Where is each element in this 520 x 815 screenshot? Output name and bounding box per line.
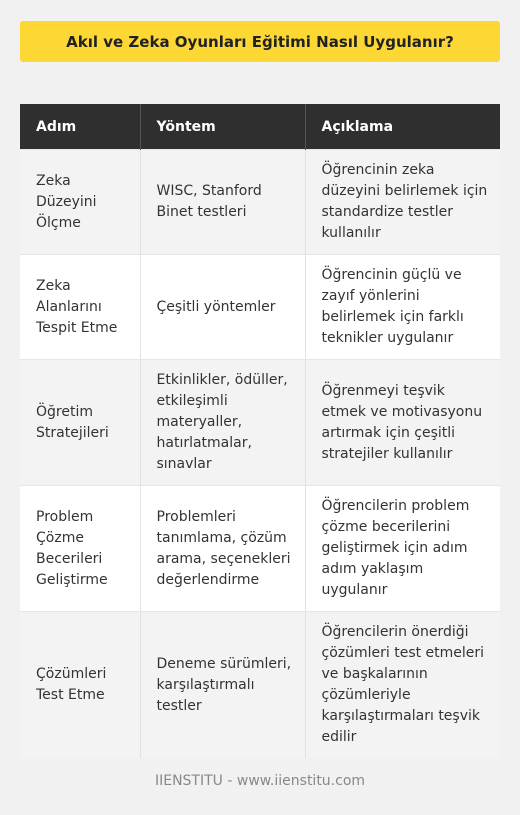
header-description: Açıklama (305, 104, 500, 150)
title-banner (20, 21, 500, 62)
step-cell: Öğretim Stratejileri (20, 360, 140, 486)
description-cell: Öğrencilerin problem çözme becerilerini geliştirmek için adım adım yaklaşım uygulanır (305, 486, 500, 612)
step-cell: Çözümleri Test Etme (20, 612, 140, 759)
header-step: Adım (20, 104, 140, 150)
description-cell: Öğrenmeyi teşvik etmek ve motivasyonu artırmak için çeşitli stratejiler kullanılır (305, 360, 500, 486)
method-cell: Problemleri tanımlama, çözüm arama, seçenekleri değerlendirme (140, 486, 305, 612)
table-row (20, 150, 500, 255)
description-cell: Öğrencinin güçlü ve zayıf yönlerini belirlemek için farklı teknikler uygulanır (305, 255, 500, 360)
footer-credit: IIENSTITU - www.iienstitu.com (154, 773, 366, 789)
description-cell: Öğrencinin zeka düzeyini belirlemek için standardize testler kullanılır (305, 150, 500, 255)
method-cell: Deneme sürümleri, karşılaştırmalı testler (140, 612, 305, 759)
description-cell: Öğrencilerin önerdiği çözümleri test etmeleri ve başkalarının çözümleriyle karşılaştırmaları teşvik edilir (305, 612, 500, 759)
table-row (20, 360, 500, 486)
step-cell: Problem Çözme Becerileri Geliştirme (20, 486, 140, 612)
table-row (20, 612, 500, 759)
table-row (20, 255, 500, 360)
page-title: Akıl ve Zeka Oyunları Eğitimi Nasıl Uygulanır? (66, 32, 454, 51)
table-header-row (20, 104, 500, 150)
table-row (20, 486, 500, 612)
steps-table (20, 104, 500, 758)
method-cell: Etkinlikler, ödüller, etkileşimli materyaller, hatırlatmalar, sınavlar (140, 360, 305, 486)
header-method: Yöntem (140, 104, 305, 150)
method-cell: WISC, Stanford Binet testleri (140, 150, 305, 255)
method-cell: Çeşitli yöntemler (140, 255, 305, 360)
step-cell: Zeka Alanlarını Tespit Etme (20, 255, 140, 360)
step-cell: Zeka Düzeyini Ölçme (20, 150, 140, 255)
